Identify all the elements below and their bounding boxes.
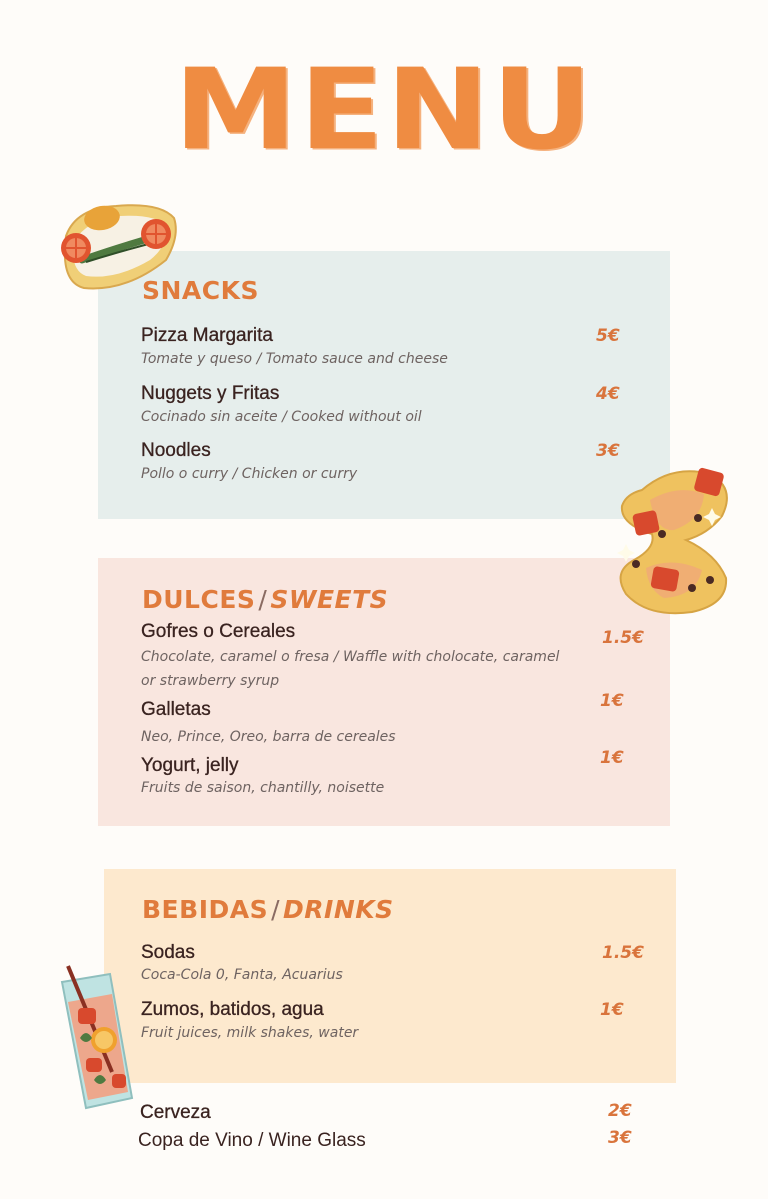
menu-item-price: 1€ [600,691,624,711]
cookie-illustration-icon [612,460,742,618]
menu-item-description: Tomate y queso / Tomato sauce and cheese [141,351,448,367]
menu-item-name: Sodas [141,942,195,963]
heading-separator: / [271,895,281,924]
menu-item-price: 1.5€ [602,943,644,963]
menu-item-name: Copa de Vino / Wine Glass [138,1130,366,1151]
menu-item-description: Fruits de saison, chantilly, noisette [141,780,385,796]
menu-item-price: 1.5€ [602,628,644,648]
heading-spanish: DULCES [142,585,256,614]
menu-item-description: Cocinado sin aceite / Cooked without oil [141,409,422,425]
drinks-heading [142,895,394,924]
menu-item-description: Pollo o curry / Chicken or curry [141,466,358,482]
heading-separator: / [258,585,268,614]
heading-english: SWEETS [270,585,389,614]
cocktail-glass-illustration-icon [54,962,140,1118]
menu-item-name: Nuggets y Fritas [141,383,280,404]
heading-english: DRINKS [283,895,394,924]
menu-item-description: Coca-Cola 0, Fanta, Acuarius [141,967,343,983]
menu-item-name: Gofres o Cereales [141,621,296,642]
snacks-heading: SNACKS [142,276,260,305]
menu-item-price: 3€ [596,441,620,461]
menu-item-price: 1€ [600,1000,624,1020]
menu-item-price: 2€ [608,1101,632,1121]
menu-item-name: Zumos, batidos, agua [141,999,324,1020]
menu-item-price: 5€ [596,326,620,346]
menu-item-name: Cerveza [140,1102,211,1123]
menu-item-price: 3€ [608,1128,632,1148]
heading-spanish: BEBIDAS [142,895,269,924]
menu-item-description: Neo, Prince, Oreo, barra de cereales [141,729,396,745]
menu-item-price: 4€ [596,384,620,404]
menu-item-name: Yogurt, jelly [141,755,239,776]
menu-item-name: Noodles [141,440,211,461]
menu-title: MENU [173,45,595,175]
menu-item-description: Fruit juices, milk shakes, water [141,1025,359,1041]
sweets-heading [142,585,388,614]
menu-item-description: Chocolate, caramel o fresa / Waffle with cholocate, caramel or strawberry syrup [141,649,560,689]
menu-item-name: Galletas [141,699,211,720]
menu-item-price: 1€ [600,748,624,768]
menu-item-name: Pizza Margarita [141,325,273,346]
